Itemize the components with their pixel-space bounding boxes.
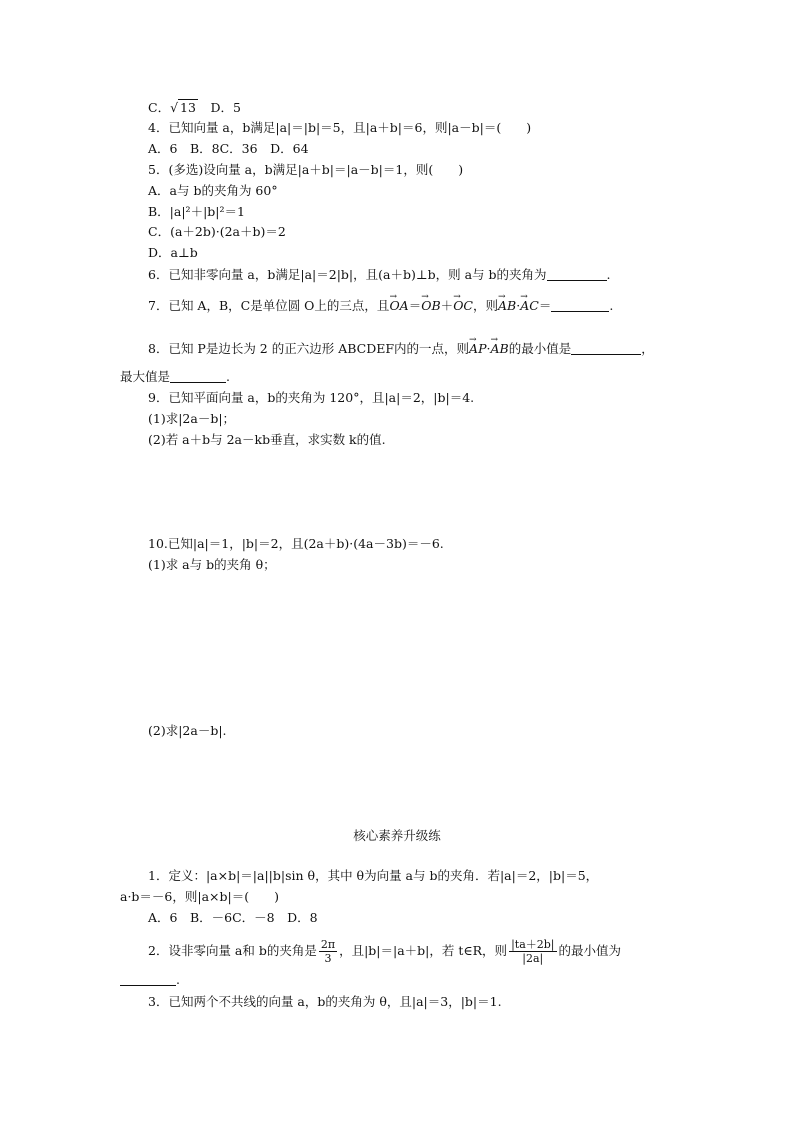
question-6: 6．已知非零向量 a，b满足|a|＝2|b|，且(a＋b)⊥b，则 a与 b的夹角为 . [148, 267, 611, 282]
op: · [516, 298, 521, 313]
question-10-part-2: (2)求|2a－b|. [148, 723, 227, 738]
question-5-option-c: C．(a＋2b)·(2a＋b)＝2 [148, 224, 286, 239]
fraction-numerator: |ta＋2b| [511, 938, 555, 951]
answer-blank [547, 268, 607, 281]
line-1: C．√ 13 D．5 [148, 100, 241, 115]
question-5-option-b: B．|a|²＋|b|²＝1 [148, 204, 245, 219]
question-9-part-1: (1)求|2a－b|； [148, 411, 236, 426]
question-7-text: 7．已知 A，B，C是单位圆 O上的三点，且 [148, 298, 390, 313]
advanced-question-2-text: 2．设非零向量 a和 b的夹角是 [148, 943, 317, 958]
question-4: 4．已知向量 a，b满足|a|＝|b|＝5，且|a＋b|＝6，则|a－b|＝( ) [148, 120, 532, 135]
question-10-part-1: (1)求 a与 b的夹角 θ； [148, 557, 276, 572]
op: ，则 [473, 298, 499, 313]
op: ＋ [440, 298, 454, 313]
op: ＝ [408, 298, 422, 313]
question-8-text: 8．已知 P是边长为 2 的正六边形 ABCDEF内的一点，则 [148, 341, 470, 356]
fraction-angle [319, 938, 337, 965]
fraction-denominator: 3 [324, 952, 332, 965]
advanced-question-3: 3．已知两个不共线的向量 a，b的夹角为 θ，且|a|＝3，|b|＝1. [148, 994, 502, 1009]
question-10: 10.已知|a|＝1，|b|＝2，且(2a＋b)·(4a－3b)＝－6. [148, 536, 444, 551]
advanced-question-2-answer: . [120, 972, 180, 988]
question-9-part-2: (2)若 a＋b与 2a－kb垂直，求实数 k的值. [148, 432, 386, 447]
question-5: 5．(多选)设向量 a，b满足|a＋b|＝|a－b|＝1，则( ) [148, 162, 464, 177]
question-7: 7．已知 A，B，C是单位圆 O上的三点，且→ OA＝→ OB＋→ OC，则→ AB·→ AC＝ . [148, 298, 613, 314]
fraction-denominator: |2a| [522, 952, 544, 965]
advanced-question-2 [148, 934, 621, 968]
fraction-numerator: 2π [320, 938, 336, 951]
vector-ac: → AC [520, 298, 539, 314]
vector-ob: → OB [421, 298, 440, 314]
vector-ap: → AP [469, 341, 486, 357]
answer-blank [120, 973, 176, 986]
op: · [486, 341, 491, 356]
question-5-option-a: A．a与 b的夹角为 60° [148, 183, 278, 198]
section-title: 核心素养升级练 [353, 828, 441, 843]
advanced-question-2-tail: 的最小值为 [558, 943, 622, 958]
question-8-tail: 的最小值是 [508, 341, 572, 356]
op: ＝ [538, 298, 552, 313]
question-9: 9．已知平面向量 a，b的夹角为 120°，且|a|＝2，|b|＝4. [148, 390, 475, 405]
advanced-question-1-cont: a·b＝－6，则|a×b|＝( ) [120, 889, 279, 904]
advanced-question-1-options: A．6 B．－6C．－8 D．8 [148, 910, 318, 925]
vector-oc: → OC [453, 298, 473, 314]
option-d-label: D．5 [197, 100, 241, 115]
advanced-question-2-mid: ，且|b|＝|a＋b|，若 t∈R，则 [339, 943, 508, 958]
sqrt-radicand: 13 [180, 100, 196, 115]
answer-blank [551, 299, 609, 312]
question-8-max: 最大值是 . [120, 369, 230, 384]
question-8-max-text: 最大值是 [120, 369, 171, 384]
fraction-ratio [509, 938, 556, 965]
advanced-question-1: 1．定义：|a×b|＝|a||b|sin θ，其中 θ为向量 a与 b的夹角．若|a|＝2，|b|＝5， [148, 868, 599, 883]
option-c-label: C． [148, 100, 171, 115]
answer-blank [170, 370, 226, 383]
question-8: 8．已知 P是边长为 2 的正六边形 ABCDEF内的一点，则→ AP·→ AB的最小值是 ， [148, 341, 654, 357]
vector-ab: → AB [490, 341, 508, 357]
question-5-option-d: D．a⊥b [148, 245, 198, 260]
vector-ab: → AB [498, 298, 516, 314]
question-4-options: A．6 B．8C．36 D．64 [148, 141, 309, 156]
vector-oa: → OA [389, 298, 408, 314]
answer-blank [571, 342, 641, 355]
question-6-text: 6．已知非零向量 a，b满足|a|＝2|b|，且(a＋b)⊥b，则 a与 b的夹角为 [148, 267, 547, 282]
